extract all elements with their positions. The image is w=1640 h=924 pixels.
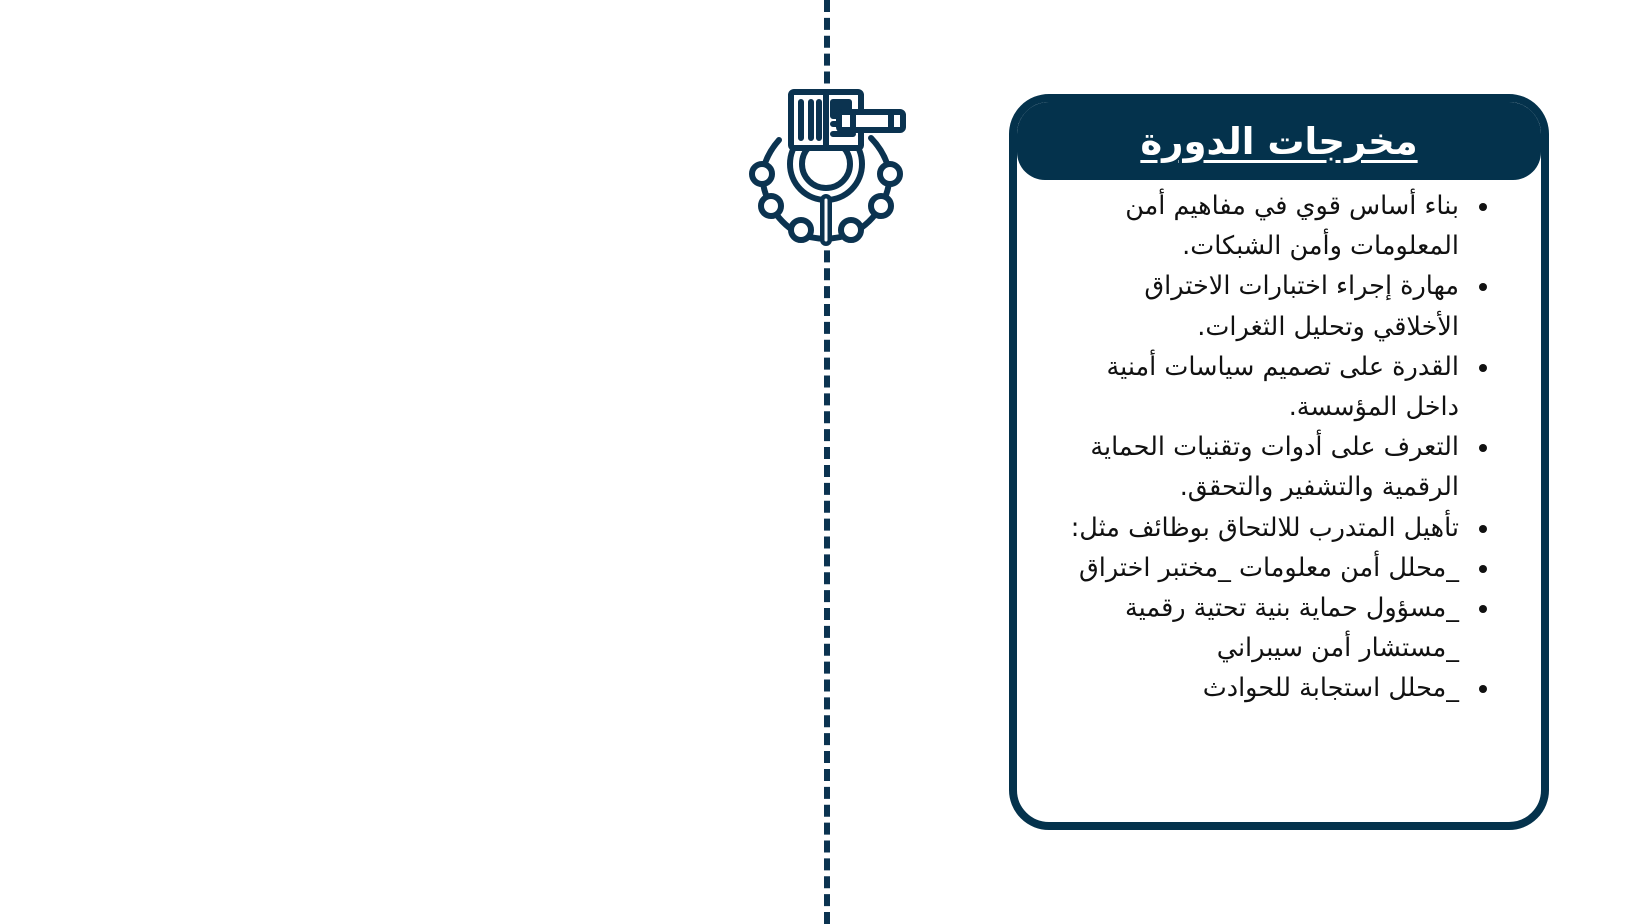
list-item: • بناء أساس قوي في مفاهيم أمن المعلومات وأمن الشبكات.	[1057, 186, 1465, 266]
list-item: • تأهيل المتدرب للالتحاق بوظائف مثل:	[1057, 508, 1465, 548]
list-item: • التعرف على أدوات وتقنيات الحماية الرقمية والتشفير والتحقق.	[1057, 427, 1465, 507]
list-item: • مهارة إجراء اختبارات الاختراق الأخلاقي وتحليل الثغرات.	[1057, 266, 1465, 346]
card-header	[1017, 102, 1541, 180]
card-title: مخرجات الدورة	[1140, 119, 1418, 163]
list-item: • القدرة على تصميم سياسات أمنية داخل المؤسسة.	[1057, 347, 1465, 427]
outcomes-list	[1017, 186, 1541, 709]
book-magnifier-network-icon	[741, 88, 911, 258]
list-item: • _محلل استجابة للحوادث	[1057, 668, 1465, 708]
course-outcomes-card	[1009, 94, 1549, 830]
list-item: • _مسؤول حماية بنية تحتية رقمية _مستشار أمن سيبراني	[1057, 588, 1465, 668]
list-item: • _محلل أمن معلومات _مختبر اختراق	[1057, 548, 1465, 588]
